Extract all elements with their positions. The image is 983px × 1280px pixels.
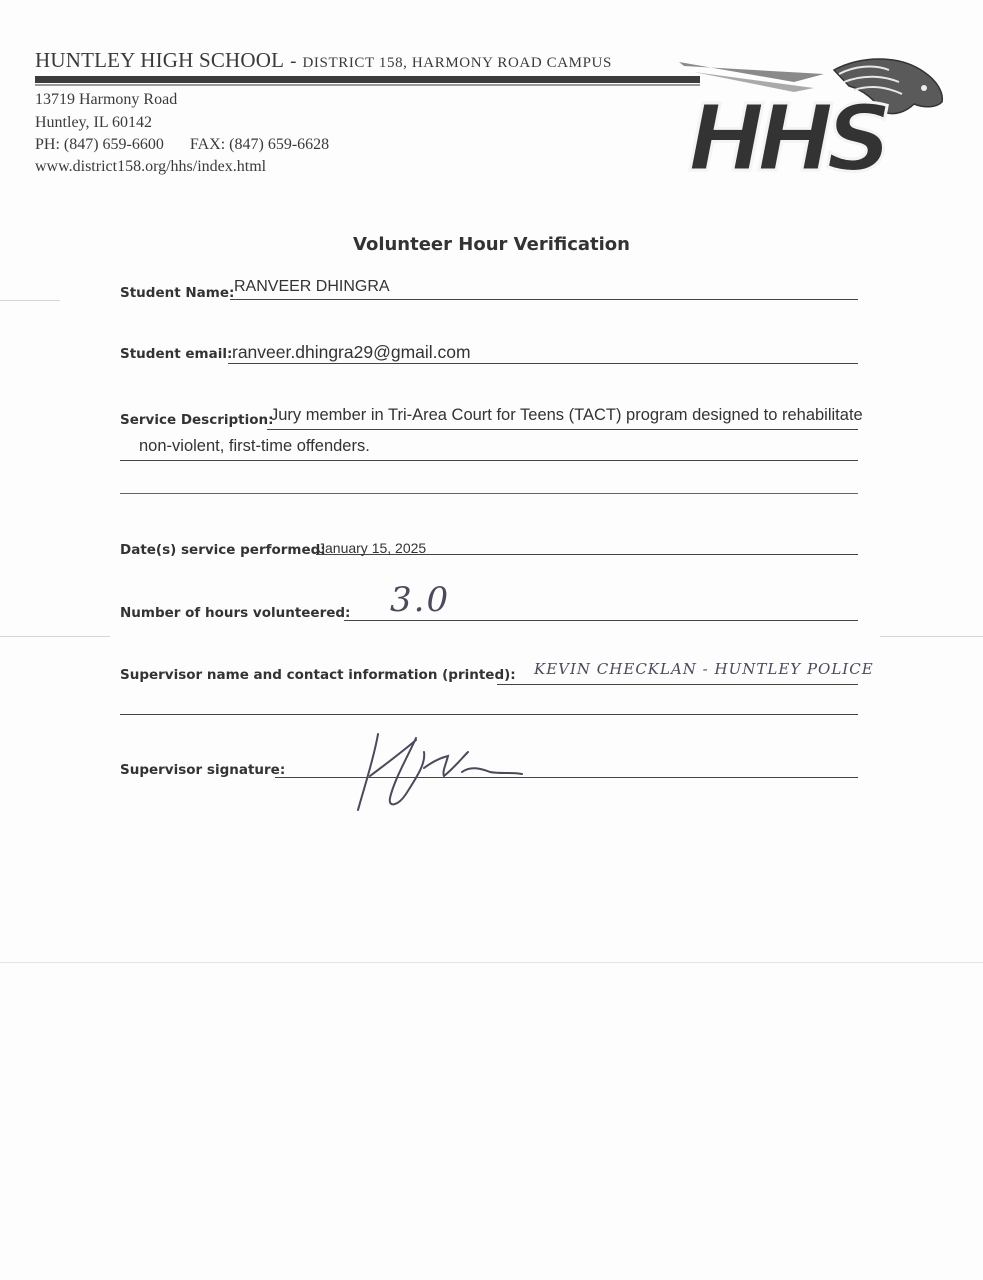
service-description-line-1: [267, 429, 858, 430]
logo-text: HHS: [688, 85, 885, 192]
hours-label: Number of hours volunteered:: [120, 605, 351, 621]
service-description-text-1: Jury member in Tri-Area Court for Teens (TACT) program designed to rehabilitate: [270, 406, 863, 424]
supervisor-info-value: KEVIN CHECKLAN - HUNTLEY POLICE: [534, 660, 874, 678]
dates-label: Date(s) service performed:: [120, 542, 326, 558]
dates-value: January 15, 2025: [318, 540, 427, 556]
header-separator: -: [290, 51, 297, 72]
supervisor-signature-label: Supervisor signature:: [120, 762, 286, 778]
student-email-line: [228, 363, 858, 364]
hours-line: [344, 620, 858, 621]
school-name: HUNTLEY HIGH SCHOOL: [35, 48, 285, 72]
hours-value: 3.0: [390, 580, 451, 620]
student-email-value: ranveer.dhingra29@gmail.com: [232, 342, 471, 362]
phone-number: PH: (847) 659-6600: [35, 136, 164, 153]
hhs-mustang-logo: [674, 52, 964, 217]
scan-speck: [0, 962, 983, 963]
address-line-2: Huntley, IL 60142: [35, 114, 153, 131]
service-description-line-3: [120, 493, 858, 494]
school-header: [35, 48, 612, 73]
contact-line: [35, 136, 329, 154]
header-rule-thin: [35, 84, 700, 86]
supervisor-info-label: Supervisor name and contact information (printed):: [120, 667, 516, 683]
form-title: Volunteer Hour Verification: [353, 234, 630, 255]
fax-number: FAX: (847) 659-6628: [189, 136, 330, 153]
header-rule: [35, 76, 700, 83]
student-name-line: [230, 299, 858, 300]
address-line-1: 13719 Harmony Road: [35, 91, 178, 108]
supervisor-info-line: [497, 684, 858, 685]
service-description-line-2: [120, 460, 858, 461]
scan-speck: [880, 636, 983, 637]
scan-speck: [0, 636, 110, 637]
supervisor-info-line-2: [120, 714, 858, 715]
student-email-label: Student email:: [120, 346, 233, 362]
student-name-label: Student Name:: [120, 285, 235, 301]
student-name-value: RANVEER DHINGRA: [234, 278, 390, 295]
supervisor-signature-mark: [350, 728, 530, 818]
website-url: www.district158.org/hhs/index.html: [35, 158, 267, 175]
campus-name: DISTRICT 158, HARMONY ROAD CAMPUS: [302, 55, 612, 71]
scan-speck: [0, 300, 60, 301]
service-description-text-2: non-violent, first-time offenders.: [139, 437, 370, 455]
service-description-label: Service Description:: [120, 412, 274, 428]
